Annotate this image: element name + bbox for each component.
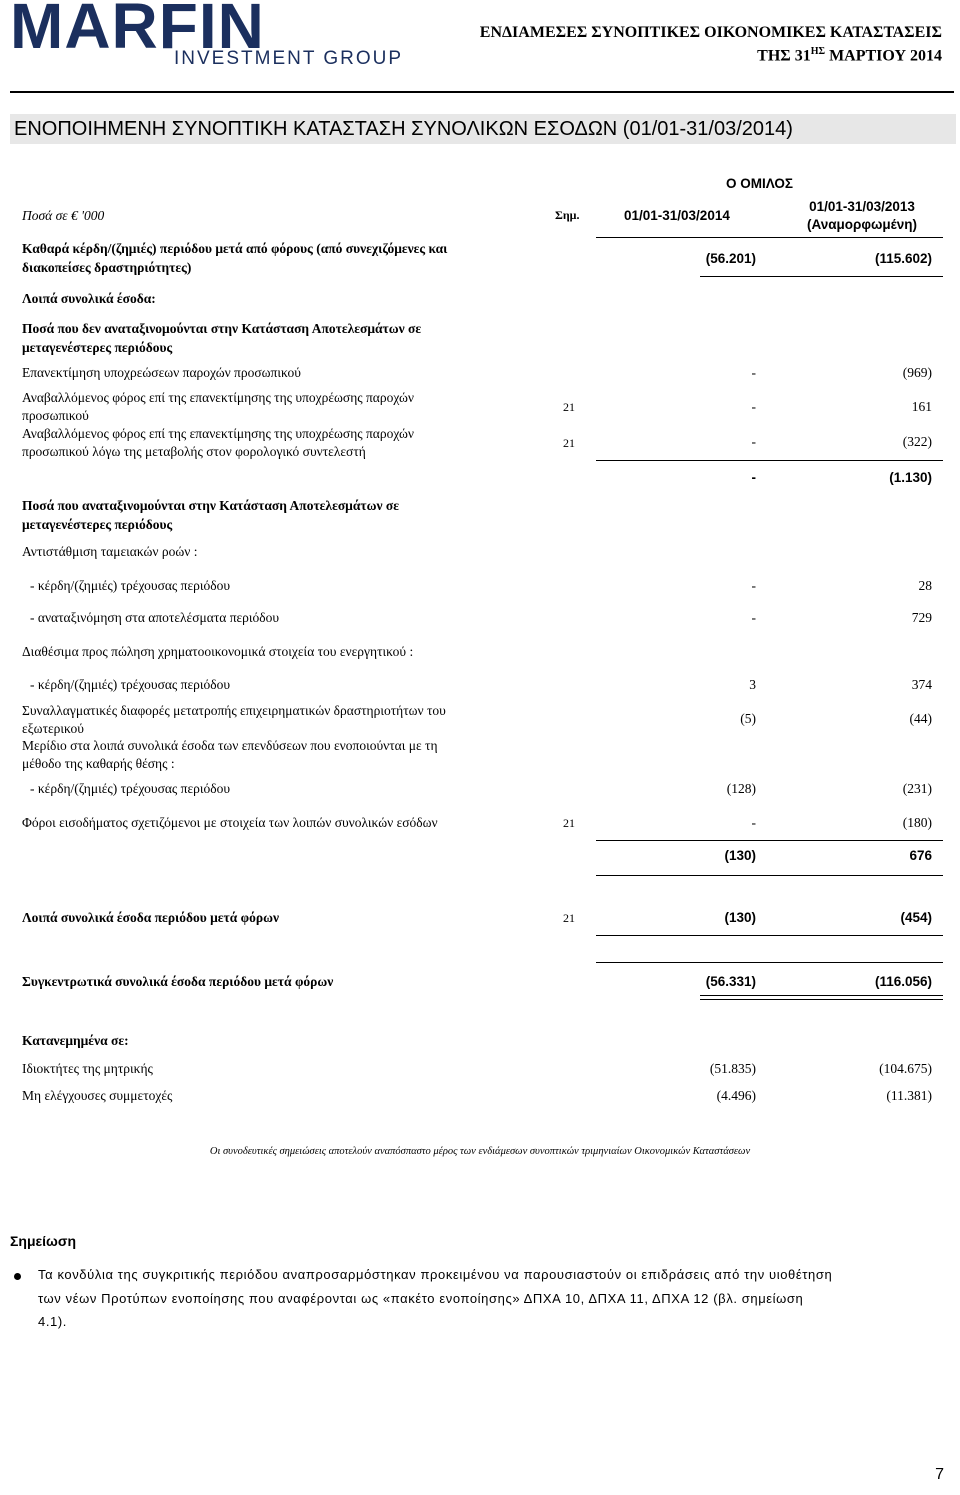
deferred-tax-note: 21 <box>563 400 575 414</box>
associates-label-cont: μέθοδο της καθαρής θέσης : <box>22 756 175 771</box>
deferred-tax-label-cont: προσωπικού <box>22 408 89 423</box>
footnote: Οι συνοδευτικές σημειώσεις αποτελούν αναπόσπαστο μέρος των ενδιάμεσων συνοπτικών τριμηνιαίων Οικονομικών Καταστάσεων <box>209 1146 751 1157</box>
oci-heading: Λοιπά συνολικά έσοδα: <box>22 291 156 306</box>
remark-line-2: των νέων Προτύπων ενοποίησης που αναφέρονται ως «πακέτο ενοποίησης» ΔΠΧΑ 10, ΔΠΧΑ 11, ΔΠΧΑ 12 (βλ. σημείωση <box>38 1291 804 1306</box>
document-date-part: ΤΗΣ 31 <box>757 47 811 65</box>
oci-net-label: Λοιπά συνολικά έσοδα περιόδου μετά φόρων <box>22 910 279 925</box>
header-underline <box>596 237 943 238</box>
hedge-gain-label: - κέρδη/(ζημιές) τρέχουσας περιόδου <box>30 578 231 593</box>
oci-net-current: (130) <box>724 910 756 925</box>
subtotal2-prior: 676 <box>909 848 932 863</box>
amounts-unit: Ποσά σε € '000 <box>22 208 105 223</box>
document-date-part: ΜΑΡΤΙΟΥ 2014 <box>825 47 942 65</box>
deferred-tax-rate-current: - <box>751 434 756 449</box>
remeasurement-prior: (969) <box>902 365 932 380</box>
header-rule <box>10 91 954 93</box>
remark-line-3: 4.1). <box>38 1314 68 1329</box>
net-profit-underline <box>700 276 943 277</box>
reclass-heading: Ποσά που αναταξινομούνται στην Κατάσταση Αποτελεσμάτων σε <box>22 498 399 513</box>
deferred-tax-prior: 161 <box>911 399 932 414</box>
remeasurement-current: - <box>751 365 756 380</box>
subtotal1-prior: (1.130) <box>889 470 932 485</box>
subtotal2-underline <box>596 875 943 876</box>
income-tax-prior: (180) <box>902 815 932 830</box>
statement-title: ΕΝΟΠΟΙΗΜΕΝΗ ΣΥΝΟΠΤΙΚΗ ΚΑΤΑΣΤΑΣΗ ΣΥΝΟΛΙΚΩΝ ΕΣΟΔΩΝ (01/01-31/03/2014) <box>14 118 793 140</box>
company-logo: MARFIN <box>10 0 265 62</box>
total-comprehensive-label: Συγκεντρωτικά συνολικά έσοδα περιόδου μετά φόρων <box>22 974 334 989</box>
hedge-reclass-label: - αναταξινόμηση στα αποτελέσματα περιόδου <box>30 610 280 625</box>
associates-gain-current: (128) <box>726 781 756 796</box>
hedge-reclass-current: - <box>751 610 756 625</box>
oci-net-prior: (454) <box>900 910 932 925</box>
afs-gain-label: - κέρδη/(ζημιές) τρέχουσας περιόδου <box>30 677 231 692</box>
associates-gain-prior: (231) <box>902 781 932 796</box>
income-tax-label: Φόροι εισοδήματος σχετιζόμενοι με στοιχεία των λοιπών συνολικών εσόδων <box>22 815 438 830</box>
company-logo-subtitle: INVESTMENT GROUP <box>174 48 404 69</box>
reclass-heading-cont: μεταγενέστερες περιόδους <box>22 517 173 532</box>
deferred-tax-rate-note: 21 <box>563 436 575 450</box>
afs-gain-prior: 374 <box>911 677 932 692</box>
fx-differences-prior: (44) <box>909 711 932 726</box>
total-comprehensive-current: (56.331) <box>705 974 756 989</box>
total-comprehensive-prior: (116.056) <box>874 974 932 989</box>
remeasurement-label: Επανεκτίμηση υποχρεώσεων παροχών προσωπικού <box>22 365 301 380</box>
nci-current: (4.496) <box>716 1088 756 1103</box>
subtotal1-current: - <box>751 470 756 485</box>
group-label: Ο ΟΜΙΛΟΣ <box>726 176 793 191</box>
hedge-gain-prior: 28 <box>918 578 932 593</box>
bullet-icon <box>14 1273 21 1280</box>
subtotal2-rule <box>596 840 943 841</box>
oci-net-note: 21 <box>563 911 575 925</box>
owners-label: Ιδιοκτήτες της μητρικής <box>22 1061 153 1076</box>
income-tax-note: 21 <box>563 816 575 830</box>
remark-heading: Σημείωση <box>10 1233 77 1249</box>
afs-label: Διαθέσιμα προς πώληση χρηματοοικονομικά στοιχεία του ενεργητικού : <box>22 644 414 659</box>
column-header-current: 01/01-31/03/2014 <box>624 208 730 223</box>
deferred-tax-rate-label-cont: προσωπικού λόγω της μεταβολής στον φορολογικό συντελεστή <box>22 444 366 459</box>
document-date-superscript: ΗΣ <box>810 46 826 57</box>
column-header-prior: 01/01-31/03/2013 <box>809 199 915 214</box>
cash-flow-hedge-label: Αντιστάθμιση ταμειακών ροών : <box>22 544 198 559</box>
owners-current: (51.835) <box>709 1061 756 1076</box>
document-date <box>757 46 942 65</box>
hedge-reclass-prior: 729 <box>911 610 932 625</box>
deferred-tax-rate-prior: (322) <box>902 434 932 449</box>
net-profit-current: (56.201) <box>705 251 756 266</box>
not-reclass-heading: Ποσά που δεν αναταξινομούνται στην Κατάσταση Αποτελεσμάτων σε <box>22 321 422 336</box>
net-profit-label-cont: διακοπείσες δραστηριότητες) <box>22 260 192 275</box>
deferred-tax-current: - <box>751 399 756 414</box>
note-column-header: Σημ. <box>555 208 580 222</box>
fx-differences-label: Συναλλαγματικές διαφορές μετατροπής επιχειρηματικών δραστηριοτήτων του <box>22 703 446 718</box>
hedge-gain-current: - <box>751 578 756 593</box>
associates-label: Μερίδιο στα λοιπά συνολικά έσοδα των επενδύσεων που ενοποιούνται με τη <box>22 738 438 753</box>
total-overline <box>596 962 943 963</box>
fx-differences-label-cont: εξωτερικού <box>22 721 84 736</box>
net-profit-prior: (115.602) <box>874 251 932 266</box>
subtotal1-rule <box>596 460 943 461</box>
not-reclass-heading-cont: μεταγενέστερες περιόδους <box>22 340 173 355</box>
associates-gain-label: - κέρδη/(ζημιές) τρέχουσας περιόδου <box>30 781 231 796</box>
deferred-tax-rate-label: Αναβαλλόμενος φόρος επί της επανεκτίμησης της υποχρέωσης παροχών <box>22 426 415 441</box>
nci-label: Μη ελέγχουσες συμμετοχές <box>22 1088 173 1103</box>
deferred-tax-label: Αναβαλλόμενος φόρος επί της επανεκτίμησης της υποχρέωσης παροχών <box>22 390 415 405</box>
subtotal2-current: (130) <box>724 848 756 863</box>
oci-net-underline <box>596 935 943 936</box>
page-number: 7 <box>935 1466 944 1483</box>
nci-prior: (11.381) <box>886 1088 932 1103</box>
fx-differences-current: (5) <box>740 711 756 726</box>
column-header-prior-note: (Αναμορφωμένη) <box>806 217 918 232</box>
total-double-underline <box>700 995 943 1000</box>
income-tax-current: - <box>751 815 756 830</box>
allocation-heading: Κατανεμημένα σε: <box>22 1033 129 1048</box>
afs-gain-current: 3 <box>749 677 756 692</box>
net-profit-label: Καθαρά κέρδη/(ζημιές) περιόδου μετά από φόρους (από συνεχιζόμενες και <box>22 241 448 256</box>
owners-prior: (104.675) <box>879 1061 932 1076</box>
remark-line-1: Τα κονδύλια της συγκριτικής περιόδου αναπροσαρμόστηκαν προκειμένου να παρουσιαστούν οι επιδράσεις από την υιοθέτηση <box>38 1267 833 1282</box>
document-title: ΕΝΔΙΑΜΕΣΕΣ ΣΥΝΟΠΤΙΚΕΣ ΟΙΚΟΝΟΜΙΚΕΣ ΚΑΤΑΣΤΑΣΕΙΣ <box>479 24 942 41</box>
